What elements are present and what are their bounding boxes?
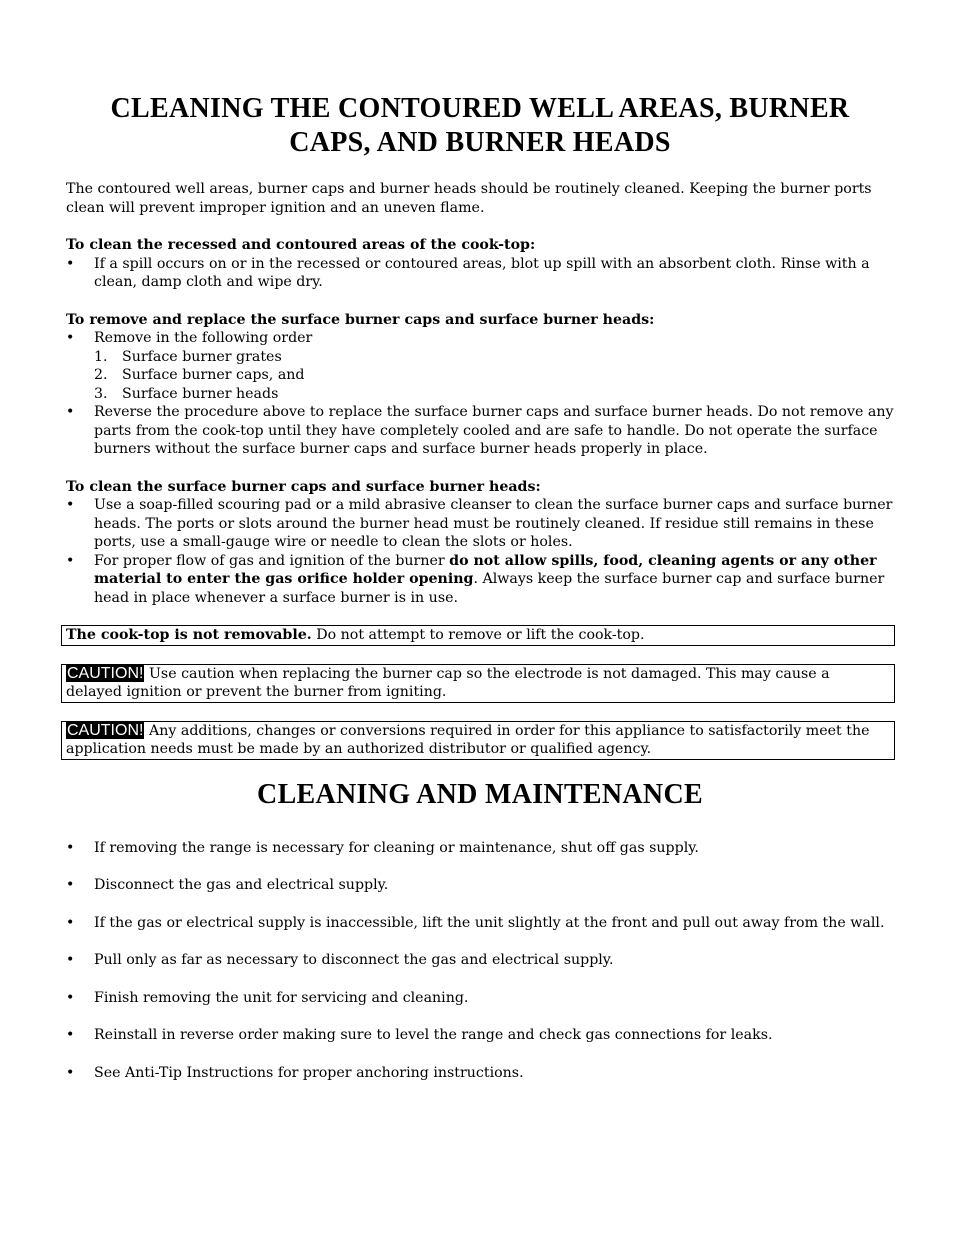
numbered-step (94, 366, 894, 385)
section-title-cleaning-maintenance: CLEANING AND MAINTENANCE (257, 778, 703, 810)
list-item: • If removing the range is necessary for cleaning or maintenance, shut off gas supply. (66, 839, 894, 858)
step-number: 3. (94, 385, 108, 402)
step-text: Surface burner grates (122, 348, 282, 365)
note-text: Do not attempt to remove or lift the cook-top. (311, 627, 645, 643)
caution-text: Any additions, changes or conversions required in order for this appliance to satisfactorily meet the application needs must be made by an authorized distributor or qualified agency. (66, 722, 870, 757)
caution-box-conversions (61, 721, 895, 760)
list-item: • Disconnect the gas and electrical supply. (66, 876, 894, 895)
caution-text: Use caution when replacing the burner cap so the electrode is not damaged. This may cause a delayed ignition or prevent the burner from igniting. (66, 665, 830, 700)
list-item: • See Anti-Tip Instructions for proper anchoring instructions. (66, 1064, 894, 1083)
list-item-text: Remove in the following order (94, 330, 313, 346)
list-item: • Use a soap-filled scouring pad or a mild abrasive cleanser to clean the surface burner caps and surface burner heads. The ports or slots around the burner head must be routinely cleaned. If residue still remains in these ports, use a small-gauge wire or needle to clean the slots or holes. (66, 496, 894, 552)
note-bold: The cook-top is not removable. (66, 627, 312, 643)
remove-replace-list (66, 329, 894, 459)
emphasis-text: do not allow spills, food, cleaning agents or any other material to enter the gas orifice holder opening (94, 552, 877, 587)
recessed-list (66, 255, 894, 292)
list-item-text: For proper flow of gas and ignition of the burner (94, 552, 450, 569)
step-number: 1. (94, 348, 108, 365)
step-text: Surface burner caps, and (122, 367, 305, 383)
list-item-text: . Always keep the surface burner cap and surface burner head in place whenever a surface burner is in use. (94, 571, 885, 606)
caution-label: CAUTION! (67, 721, 144, 739)
list-item: • If a spill occurs on or in the recessed or contoured areas, blot up spill with an absorbent cloth. Rinse with a clean, damp cloth and wipe dry. (66, 255, 894, 292)
intro-paragraph: The contoured well areas, burner caps and burner heads should be routinely cleaned. Keeping the burner ports clean will prevent improper ignition and an uneven flame. (66, 181, 872, 216)
subheading-clean-caps: To clean the surface burner caps and surface burner heads: (66, 478, 541, 495)
list-item (66, 552, 894, 608)
list-item: • Finish removing the unit for servicing and cleaning. (66, 989, 894, 1008)
caution-box-electrode (61, 664, 895, 703)
clean-caps-list (66, 496, 894, 607)
numbered-step (94, 385, 894, 404)
maintenance-list (66, 839, 894, 1083)
subheading-recessed: To clean the recessed and contoured areas of the cook-top: (66, 237, 536, 253)
list-item (66, 329, 894, 403)
note-box (61, 625, 895, 646)
list-item: • Reverse the procedure above to replace the surface burner caps and surface burner heads. Do not remove any parts from the cook-top until they have completely cooled and are safe to handle. Do not operate the surface burners without the surface burner caps and surface burner heads properly in place. (66, 403, 894, 459)
list-item: • Reinstall in reverse order making sure to level the range and check gas connections for leaks. (66, 1026, 894, 1045)
list-item: • Pull only as far as necessary to disconnect the gas and electrical supply. (66, 951, 894, 970)
numbered-step (94, 348, 894, 367)
document-page (66, 92, 894, 1101)
step-number: 2. (94, 367, 108, 383)
section-title-cleaning-contoured: CLEANING THE CONTOURED WELL AREAS, BURNER CAPS, AND BURNER HEADS (110, 93, 850, 158)
caution-label: CAUTION! (67, 664, 144, 682)
list-item: • If the gas or electrical supply is inaccessible, lift the unit slightly at the front and pull out away from the wall. (66, 914, 894, 933)
step-text: Surface burner heads (122, 385, 279, 402)
subheading-remove-replace: To remove and replace the surface burner caps and surface burner heads: (66, 311, 655, 328)
removal-order-list (94, 348, 894, 404)
